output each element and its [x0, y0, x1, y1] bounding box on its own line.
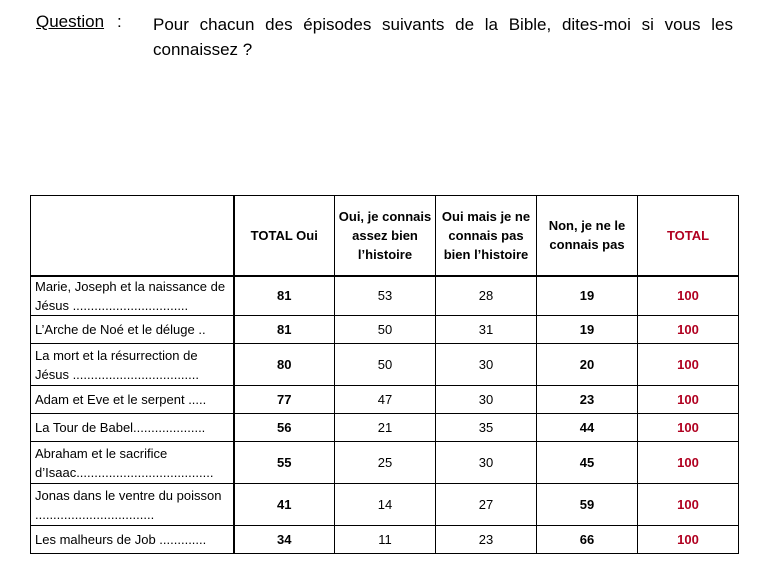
cell-bien: 25 — [335, 442, 436, 484]
cell-non: 45 — [537, 442, 638, 484]
cell-total: 100 — [638, 386, 739, 414]
results-table — [30, 195, 739, 554]
row-label: La Tour de Babel.................... — [31, 414, 234, 442]
cell-total-oui: 34 — [234, 526, 335, 554]
header-empty — [31, 196, 234, 276]
question-text: Pour chacun des épisodes suivants de la Bible, dites-moi si vous les connaissez ? — [153, 15, 733, 59]
header-connais-pas-bien: Oui mais je ne connais pas bien l’histoire — [436, 196, 537, 276]
table-row — [31, 442, 739, 484]
row-label: Abraham et le sacrifice d’Isaac...................................... — [31, 442, 234, 484]
cell-total: 100 — [638, 344, 739, 386]
question-label: Question — [36, 12, 105, 31]
header-total: TOTAL — [638, 196, 739, 276]
cell-total-oui: 55 — [234, 442, 335, 484]
table-row — [31, 414, 739, 442]
table-row — [31, 344, 739, 386]
cell-total-oui: 56 — [234, 414, 335, 442]
cell-non: 19 — [537, 316, 638, 344]
header-total-oui: TOTAL Oui — [234, 196, 335, 276]
header-non: Non, je ne le connais pas — [537, 196, 638, 276]
cell-total: 100 — [638, 526, 739, 554]
table-row — [31, 386, 739, 414]
cell-bien: 14 — [335, 484, 436, 526]
header-connais-bien: Oui, je connais assez bien l’histoire — [335, 196, 436, 276]
cell-total-oui: 77 — [234, 386, 335, 414]
cell-pas-bien: 31 — [436, 316, 537, 344]
cell-pas-bien: 30 — [436, 344, 537, 386]
cell-bien: 50 — [335, 316, 436, 344]
row-label: Jonas dans le ventre du poisson ................................. — [31, 484, 234, 526]
cell-total-oui: 80 — [234, 344, 335, 386]
cell-bien: 21 — [335, 414, 436, 442]
row-label: Marie, Joseph et la naissance de Jésus ................................ — [31, 276, 234, 316]
cell-pas-bien: 23 — [436, 526, 537, 554]
cell-total-oui: 81 — [234, 276, 335, 316]
cell-pas-bien: 28 — [436, 276, 537, 316]
row-label: La mort et la résurrection de Jésus ................................... — [31, 344, 234, 386]
cell-pas-bien: 27 — [436, 484, 537, 526]
cell-total-oui: 41 — [234, 484, 335, 526]
cell-non: 23 — [537, 386, 638, 414]
cell-total: 100 — [638, 276, 739, 316]
table-row — [31, 526, 739, 554]
cell-pas-bien: 30 — [436, 386, 537, 414]
table-row — [31, 276, 739, 316]
cell-pas-bien: 35 — [436, 414, 537, 442]
cell-total: 100 — [638, 316, 739, 344]
cell-bien: 47 — [335, 386, 436, 414]
header-row — [31, 196, 739, 276]
row-label: L’Arche de Noé et le déluge .. — [31, 316, 234, 344]
cell-non: 59 — [537, 484, 638, 526]
table-row — [31, 316, 739, 344]
question-colon: : — [117, 12, 122, 31]
row-label: Les malheurs de Job ............. — [31, 526, 234, 554]
cell-total: 100 — [638, 484, 739, 526]
cell-non: 66 — [537, 526, 638, 554]
cell-total: 100 — [638, 442, 739, 484]
cell-total-oui: 81 — [234, 316, 335, 344]
cell-pas-bien: 30 — [436, 442, 537, 484]
table-row — [31, 484, 739, 526]
cell-non: 20 — [537, 344, 638, 386]
cell-bien: 11 — [335, 526, 436, 554]
cell-total: 100 — [638, 414, 739, 442]
cell-bien: 53 — [335, 276, 436, 316]
row-label: Adam et Eve et le serpent ..... — [31, 386, 234, 414]
cell-bien: 50 — [335, 344, 436, 386]
cell-non: 19 — [537, 276, 638, 316]
cell-non: 44 — [537, 414, 638, 442]
